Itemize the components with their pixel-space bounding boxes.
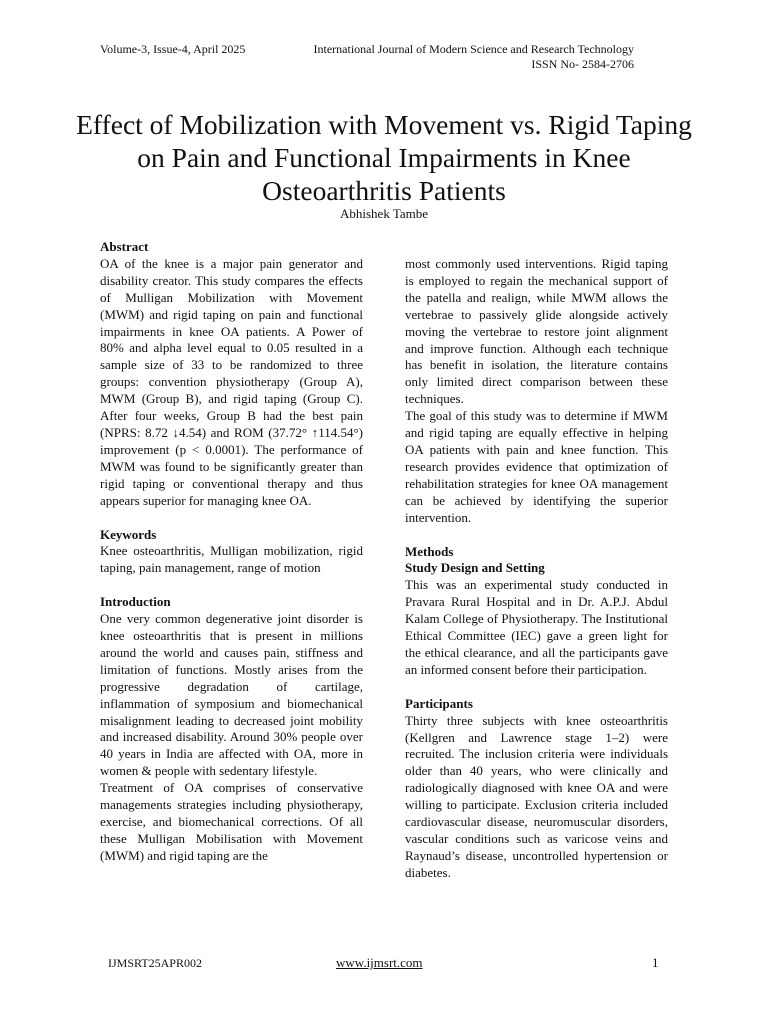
left-column	[100, 239, 363, 865]
abstract-text: OA of the knee is a major pain generator and disability creator. This study compares the effects of Mulligan Mobilization with Movement (MWM) and rigid taping on pain and functional impairments in knee OA patients. A Power of 80% and alpha level equal to 0.05 resulted in a sample size of 33 to be randomized to three groups: convention physiotherapy (Group A), MWM (Group B), and rigid taping (Group C). After four weeks, Group B had the best pain (NPRS: 8.72 ↓4.54) and ROM (37.72° ↑114.54°) improvement (p < 0.0001). The performance of MWM was found to be significantly greater than rigid taping or conventional therapy and thus appears superior for managing knee OA.	[100, 255, 363, 508]
author-name: Abhishek Tambe	[339, 206, 429, 221]
paper-title: Effect of Mobilization with Movement vs. Rigid Taping on Pain and Functional Impairments in Knee Osteoarthritis Patients	[76, 109, 692, 207]
introduction-heading: Introduction	[100, 594, 171, 610]
header-volume: Volume-3, Issue-4, April 2025	[100, 42, 246, 56]
header-journal: International Journal of Modern Science and Research Technology	[313, 42, 634, 56]
introduction-paragraph-3: The goal of this study was to determine if MWM and rigid taping are equally effective in helping OA patients with pain and knee function. This research provides evidence that optimization of rehabilitation strategies for knee OA management can be achieved by identifying the superior intervention.	[405, 408, 668, 525]
study-design-heading: Study Design and Setting	[405, 560, 545, 576]
methods-heading: Methods	[405, 543, 454, 559]
study-design-text: This was an experimental study conducted in Pravara Rural Hospital and in Dr. A.P.J. Abdul Kalam College of Physiotherapy. The Institutional Ethical Committee (IEC) gave a green light for the ethical clearance, and all the participants gave an informed consent before their participation.	[405, 577, 668, 677]
participants-text: Thirty three subjects with knee osteoarthritis (Kellgren and Lawrence stage 1–2) were recruited. The inclusion criteria were individuals older than 40 years, who were clinically and radiologically diagnosed with knee OA and were willing to participate. Exclusion criteria included cardiovascular disease, neuromuscular disorders, vascular conditions such as varicose veins and Raynaud’s disease, uncontrolled hypertension or diabetes.	[405, 712, 668, 880]
participants-heading: Participants	[405, 695, 473, 711]
keywords-heading: Keywords	[100, 526, 157, 542]
keywords-text: Knee osteoarthritis, Mulligan mobilization, rigid taping, pain management, range of motion	[100, 543, 363, 576]
introduction-continued: most commonly used interventions. Rigid taping is employed to regain the mechanical support of the patella and realign, while MWM allows the vertebrae to passively glide alongside actively moving the vertebrae to restore joint alignment and improve function. Although each technique has benefit in isolation, the literature contains only limited direct comparison between these techniques.	[405, 256, 668, 407]
header-journal-block	[314, 42, 635, 72]
right-column	[405, 256, 668, 882]
header-issn: ISSN No- 2584-2706	[531, 57, 634, 71]
footer-page-number: 1	[652, 955, 659, 970]
abstract-heading: Abstract	[100, 239, 149, 254]
footer-paper-code: IJMSRT25APR002	[108, 956, 202, 970]
introduction-paragraph-2: Treatment of OA comprises of conservative managements strategies including physiotherapy, exercise, and biomechanical corrections. Of all these Mulligan Mobilisation with Movement (MWM) and rigid taping are the	[100, 780, 363, 863]
footer-website-link[interactable]: www.ijmsrt.com	[336, 955, 423, 970]
introduction-paragraph-1: One very common degenerative joint disorder is knee osteoarthritis that is present in millions around the world and causes pain, stiffness and limitation of functions. Mostly arises from the progressive degradation of cartilage, inflammation of symposium and biomechanical misalignment leading to decreased joint mobility and increased disability. Around 30% people over 40 years in India are affected with OA, more in women & people with sedentary lifestyle.	[100, 611, 363, 779]
